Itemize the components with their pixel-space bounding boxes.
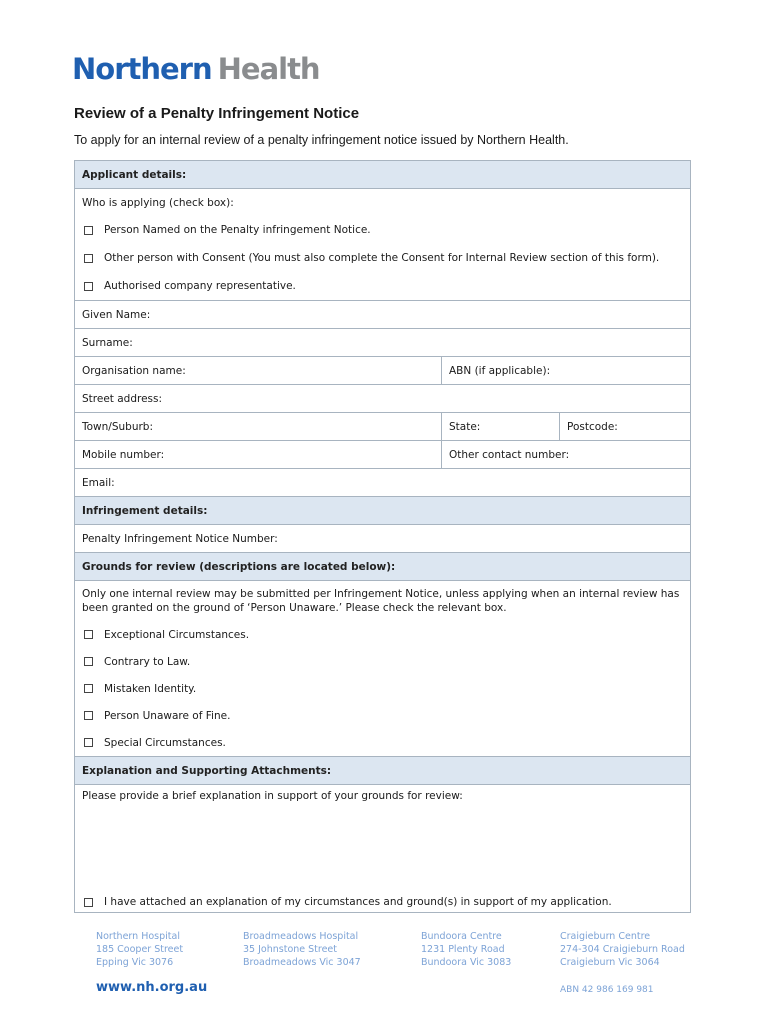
site-suburb: Epping Vic 3076: [96, 957, 174, 968]
applicant-details-header: [75, 160, 690, 188]
site-name: Bundoora Centre: [421, 931, 502, 942]
checkbox[interactable]: [84, 684, 93, 693]
page-title: Review of a Penalty Infringement Notice: [74, 105, 360, 122]
site-street: 1231 Plenty Road: [421, 944, 505, 955]
mobile-field[interactable]: [75, 441, 441, 468]
site-name: Broadmeadows Hospital: [243, 931, 359, 942]
mobile-label: Mobile number:: [82, 448, 165, 461]
applicant-option-label: Authorised company representative.: [104, 280, 296, 292]
given-name-field[interactable]: [75, 300, 690, 328]
who-applying-label: Who is applying (check box):: [82, 196, 234, 209]
state-label: State:: [449, 420, 481, 433]
checkbox[interactable]: [84, 898, 93, 907]
applicant-option-label: Other person with Consent (You must also complete the Consent for Internal Review section of this form).: [104, 252, 660, 264]
review-form: [74, 160, 691, 913]
organisation-field[interactable]: [75, 357, 441, 384]
checkbox[interactable]: [84, 630, 93, 639]
footer-site: [96, 930, 246, 969]
site-suburb: Broadmeadows Vic 3047: [243, 957, 361, 968]
footer-site: [421, 930, 571, 969]
logo-text-northern: Northern: [72, 52, 212, 86]
town-label: Town/Suburb:: [82, 420, 153, 433]
footer-site: [560, 930, 740, 969]
organisation-label: Organisation name:: [82, 364, 186, 377]
northern-health-logo: [72, 52, 320, 86]
surname-label: Surname:: [82, 336, 133, 349]
logo-text-health: Health: [217, 52, 320, 86]
infringement-details-label: Infringement details:: [82, 504, 208, 517]
grounds-note: [75, 580, 690, 621]
grounds-option-special[interactable]: [75, 729, 690, 756]
postcode-label: Postcode:: [567, 420, 618, 433]
explanation-textarea[interactable]: [75, 784, 690, 912]
site-name: Craigieburn Centre: [560, 931, 651, 942]
checkbox[interactable]: [84, 282, 93, 291]
intro-text: To apply for an internal review of a penalty infringement notice issued by Northern Health.: [74, 133, 569, 147]
site-street: 185 Cooper Street: [96, 944, 184, 955]
other-contact-field[interactable]: [441, 441, 690, 468]
applicant-option-company-rep[interactable]: [75, 272, 690, 300]
other-contact-label: Other contact number:: [449, 448, 570, 461]
given-name-label: Given Name:: [82, 308, 151, 321]
grounds-option-exceptional[interactable]: [75, 621, 690, 648]
email-label: Email:: [82, 476, 115, 489]
website-link[interactable]: www.nh.org.au: [96, 980, 208, 995]
site-suburb: Craigieburn Vic 3064: [560, 957, 660, 968]
checkbox[interactable]: [84, 226, 93, 235]
applicant-option-person-named[interactable]: [75, 216, 690, 244]
town-row: [75, 412, 690, 440]
checkbox[interactable]: [84, 711, 93, 720]
grounds-header: [75, 552, 690, 580]
street-address-label: Street address:: [82, 392, 163, 405]
grounds-label: Grounds for review (descriptions are located below):: [82, 560, 396, 573]
grounds-note-text: Only one internal review may be submitted per Infringement Notice, unless applying when an internal review has been granted on the ground of ‘Person Unaware.’ Please check the relevant box.: [82, 588, 680, 614]
applicant-details-label: Applicant details:: [82, 168, 187, 181]
checkbox[interactable]: [84, 738, 93, 747]
site-name: Northern Hospital: [96, 931, 180, 942]
abn-number: ABN 42 986 169 981: [560, 985, 654, 995]
infringement-details-header: [75, 496, 690, 524]
attachment-label: I have attached an explanation of my circumstances and ground(s) in support of my application.: [104, 896, 612, 908]
applicant-option-other-person[interactable]: [75, 244, 690, 272]
site-street: 35 Johnstone Street: [243, 944, 338, 955]
explanation-prompt: Please provide a brief explanation in support of your grounds for review:: [82, 790, 463, 802]
site-street: 274-304 Craigieburn Road: [560, 944, 685, 955]
grounds-option-mistaken-identity[interactable]: [75, 675, 690, 702]
who-applying-row: [75, 188, 690, 216]
checkbox[interactable]: [84, 254, 93, 263]
notice-number-field[interactable]: [75, 524, 690, 552]
attachment-confirmation[interactable]: [82, 896, 612, 908]
abn-field[interactable]: [441, 357, 690, 384]
grounds-option-person-unaware[interactable]: [75, 702, 690, 729]
site-suburb: Bundoora Vic 3083: [421, 957, 512, 968]
abn-label: ABN (if applicable):: [449, 364, 551, 377]
town-field[interactable]: [75, 413, 441, 440]
grounds-option-label: Person Unaware of Fine.: [104, 709, 231, 722]
explanation-label: Explanation and Supporting Attachments:: [82, 764, 332, 777]
footer-site: [243, 930, 393, 969]
grounds-option-label: Special Circumstances.: [104, 736, 226, 749]
postcode-field[interactable]: [559, 413, 690, 440]
contact-row: [75, 440, 690, 468]
applicant-option-label: Person Named on the Penalty infringement Notice.: [104, 224, 371, 236]
organisation-row: [75, 356, 690, 384]
grounds-option-contrary-law[interactable]: [75, 648, 690, 675]
state-field[interactable]: [441, 413, 559, 440]
grounds-option-label: Contrary to Law.: [104, 655, 191, 668]
surname-field[interactable]: [75, 328, 690, 356]
explanation-header: [75, 756, 690, 784]
street-address-field[interactable]: [75, 384, 690, 412]
grounds-option-label: Mistaken Identity.: [104, 682, 197, 695]
checkbox[interactable]: [84, 657, 93, 666]
grounds-option-label: Exceptional Circumstances.: [104, 628, 250, 641]
notice-number-label: Penalty Infringement Notice Number:: [82, 532, 278, 545]
email-field[interactable]: [75, 468, 690, 496]
